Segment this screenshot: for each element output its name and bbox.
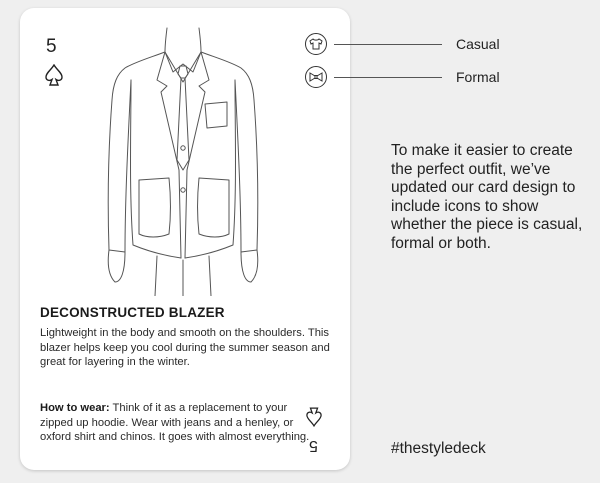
bowtie-icon [305, 66, 327, 88]
casual-leader-line [334, 44, 442, 45]
style-card [20, 8, 350, 470]
spade-icon [45, 64, 63, 86]
how-to-wear [40, 401, 312, 445]
hashtag: #thestyledeck [391, 440, 486, 457]
card-rank-bottom: 5 [309, 437, 318, 454]
card-description: Lightweight in the body and smooth on the shoulders. This blazer helps keep you cool during the summer season and great for layering in the winter. [40, 327, 330, 369]
spade-icon [306, 406, 322, 428]
card-rank-top: 5 [46, 36, 57, 57]
how-to-wear-label: How to wear: [40, 402, 110, 414]
side-description: To make it easier to create the perfect outfit, we’ve updated our card design to include icons to show whether the piece is casual, formal or both. [391, 142, 583, 252]
how-to-wear-text: Think of it as a replacement to your zipped up hoodie. Wear with jeans and a henley, or oxford shirt and chinos. It goes with almost everything. [40, 402, 310, 444]
card-title: DECONSTRUCTED BLAZER [40, 305, 225, 320]
tshirt-icon [305, 33, 327, 55]
legend-formal-label: Formal [456, 69, 500, 85]
formal-leader-line [334, 77, 442, 78]
blazer-illustration [95, 20, 270, 296]
legend-casual-label: Casual [456, 36, 500, 52]
